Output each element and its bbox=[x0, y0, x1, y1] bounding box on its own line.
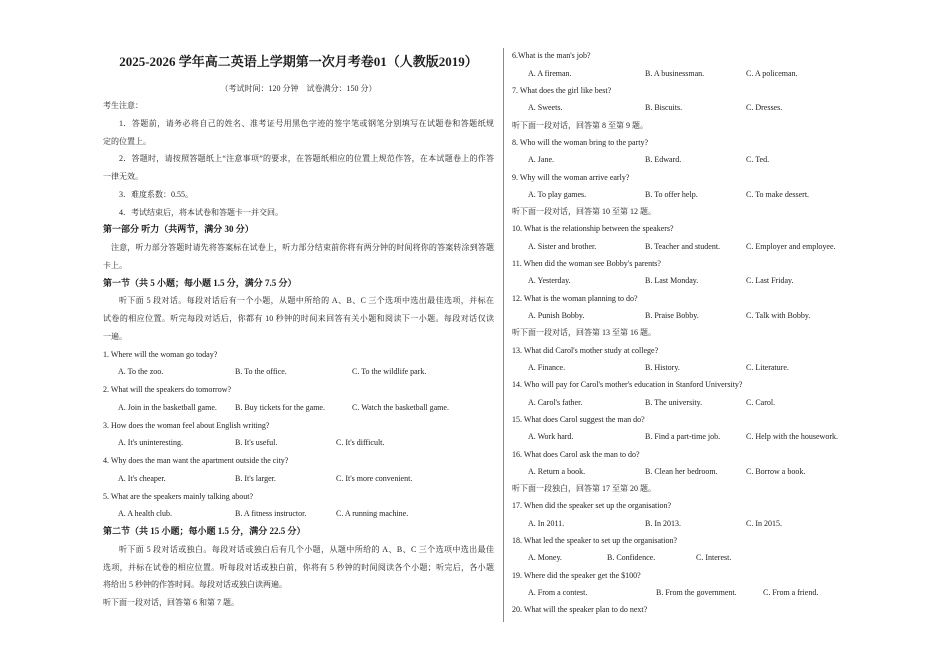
question-options bbox=[512, 394, 847, 411]
question-options bbox=[512, 584, 847, 601]
question-stem: 13. What did Carol's mother study at college? bbox=[512, 345, 659, 355]
question-stem: 16. What does Carol ask the man to do? bbox=[512, 449, 640, 459]
question-options bbox=[103, 434, 494, 452]
option-c: C. A policeman. bbox=[746, 68, 798, 78]
option-a: A. A fireman. bbox=[528, 68, 572, 78]
option-a: A. Sister and brother. bbox=[528, 241, 597, 251]
option-b: B. Confidence. bbox=[607, 553, 656, 563]
option-b: B. To the office. bbox=[235, 367, 287, 377]
group-direction: 听下面一段对话，回答第 10 至第 12 题。 bbox=[512, 207, 656, 217]
option-c: C. Carol. bbox=[746, 397, 776, 407]
option-b: B. Praise Bobby. bbox=[645, 311, 699, 321]
question-stem: 7. What does the girl like best? bbox=[512, 85, 612, 95]
question-stem: 18. What led the speaker to set up the organisation? bbox=[512, 536, 677, 546]
option-b: B. Last Monday. bbox=[645, 276, 699, 286]
listening-note-line: 注意，听力部分答题时请先将答案标在试卷上，听力部分结束前你将有两分钟的时间将你的答案转涂到答题 bbox=[111, 243, 494, 252]
exam-info: （考试时间：120 分钟 试卷满分：150 分） bbox=[220, 84, 377, 93]
question-stem: 8. Who will the woman bring to the party? bbox=[512, 137, 649, 147]
instruction-line: 将给出 5 秒钟的作答时间。每段对话或独白读两遍。 bbox=[103, 580, 287, 590]
group-direction: 听下面一段对话，回答第 8 至第 9 题。 bbox=[512, 120, 648, 130]
question-options bbox=[103, 505, 494, 523]
question-stem: 20. What will the speaker plan to do next? bbox=[512, 605, 648, 615]
question-options bbox=[103, 399, 494, 417]
option-a: A. Return a book. bbox=[528, 466, 586, 476]
section-heading: 第一节（共 5 小题；每小题 1.5 分，满分 7.5 分） bbox=[103, 277, 297, 288]
option-b: B. The university. bbox=[645, 397, 703, 407]
question-options bbox=[512, 307, 847, 324]
question-options bbox=[103, 470, 494, 488]
group-direction: 听下面一段对话，回答第 13 至第 16 题。 bbox=[512, 328, 656, 338]
notice-item-3-line: 3．难度系数：0.55。 bbox=[119, 189, 193, 199]
option-a: A. Jane. bbox=[528, 155, 554, 165]
instruction-line: 一遍。 bbox=[103, 331, 127, 341]
option-c: C. In 2015. bbox=[746, 518, 782, 528]
column-divider bbox=[503, 48, 504, 622]
option-a: A. Yesterday. bbox=[528, 276, 571, 286]
question-options bbox=[512, 238, 847, 255]
option-b: B. To offer help. bbox=[645, 189, 698, 199]
listening-note-line: 卡上。 bbox=[103, 260, 127, 270]
option-c: C. Dresses. bbox=[746, 103, 783, 113]
option-c: C. From a friend. bbox=[763, 588, 819, 598]
instruction-line: 选项，并标在试卷的相应位置。听每段对话或独白前，你将有 5 秒钟的时间阅读各个小题；听完后，各小题 bbox=[103, 562, 494, 572]
option-c: C. Help with the housework. bbox=[746, 432, 838, 442]
question-stem: 2. What will the speakers do tomorrow? bbox=[103, 385, 232, 394]
instruction-line: 听下面 5 段对话。每段对话后有一个小题，从题中所给的 A、B、C 三个选项中选出最佳选项，并标在 bbox=[119, 296, 494, 306]
option-b: B. It's larger. bbox=[235, 473, 276, 483]
option-b: B. Edward. bbox=[645, 155, 682, 165]
question-stem: 4. Why does the man want the apartment outside the city? bbox=[103, 456, 289, 465]
option-a: A. It's uninteresting. bbox=[118, 438, 183, 448]
part-heading: 第一部分 听力（共两节，满分 30 分） bbox=[103, 224, 254, 235]
question-stem: 15. What does Carol suggest the man do? bbox=[512, 414, 645, 424]
option-c: C. Ted. bbox=[746, 155, 770, 165]
question-options bbox=[512, 549, 847, 566]
group-direction: 听下面一段独白，回答第 17 至第 20 题。 bbox=[512, 484, 656, 494]
question-options bbox=[512, 359, 847, 376]
notice-item-1-line: 1．答题前，请务必将自己的姓名、准考证号用黑色字迹的签字笔或钢笔分别填写在试题卷和答题纸规 bbox=[119, 118, 494, 128]
option-b: B. History. bbox=[645, 362, 680, 372]
option-a: A. Sweets. bbox=[528, 103, 563, 113]
notice-item-1-line: 定的位置上。 bbox=[103, 136, 151, 146]
question-options bbox=[512, 272, 847, 289]
option-b: B. It's useful. bbox=[235, 438, 278, 448]
question-options bbox=[512, 428, 847, 445]
option-b: B. Buy tickets for the game. bbox=[235, 402, 325, 412]
option-c: C. Employer and employee. bbox=[746, 241, 836, 251]
option-a: A. Work hard. bbox=[528, 432, 574, 442]
option-a: A. Join in the basketball game. bbox=[118, 402, 217, 412]
question-options bbox=[512, 463, 847, 480]
option-b: B. Teacher and student. bbox=[645, 241, 721, 251]
question-stem: 10. What is the relationship between the speakers? bbox=[512, 224, 674, 234]
option-c: C. Last Friday. bbox=[746, 276, 794, 286]
question-stem: 9. Why will the woman arrive early? bbox=[512, 172, 630, 182]
group-direction: 听下面一段对话，回答第 6 和第 7 题。 bbox=[103, 598, 239, 607]
option-c: C. To the wildlife park. bbox=[352, 367, 427, 377]
option-c: C. It's difficult. bbox=[336, 438, 385, 448]
option-a: A. To the zoo. bbox=[118, 367, 164, 377]
instruction-line: 听下面 5 段对话或独白。每段对话或独白后有几个小题，从题中所给的 A、B、C 三个选项中选出最佳 bbox=[119, 544, 494, 554]
option-b: B. In 2013. bbox=[645, 518, 681, 528]
option-a: A. Carol's father. bbox=[528, 397, 583, 407]
option-a: A. A health club. bbox=[118, 509, 172, 519]
option-c: C. Interest. bbox=[696, 553, 732, 563]
question-options bbox=[512, 65, 847, 82]
question-stem: 17. When did the speaker set up the organisation? bbox=[512, 501, 671, 511]
option-b: B. A businessman. bbox=[645, 68, 705, 78]
option-b: B. Clean her bedroom. bbox=[645, 466, 718, 476]
question-options bbox=[512, 99, 847, 116]
option-b: B. Find a part-time job. bbox=[645, 432, 721, 442]
option-a: A. Finance. bbox=[528, 362, 566, 372]
option-a: A. In 2011. bbox=[528, 518, 565, 528]
question-stem: 5. What are the speakers mainly talking about? bbox=[103, 491, 254, 501]
question-stem: 1. Where will the woman go today? bbox=[103, 349, 218, 359]
option-a: A. To play games. bbox=[528, 189, 587, 199]
question-stem: 19. Where did the speaker get the $100? bbox=[512, 570, 641, 580]
option-b: B. A fitness instructor. bbox=[235, 509, 307, 519]
right-column bbox=[512, 47, 847, 618]
option-c: C. Watch the basketball game. bbox=[352, 402, 449, 412]
option-c: C. Talk with Bobby. bbox=[746, 311, 811, 321]
option-c: C. Literature. bbox=[746, 362, 789, 372]
option-a: A. Money. bbox=[528, 553, 562, 563]
option-b: B. Biscuits. bbox=[645, 103, 683, 113]
question-stem: 14. Who will pay for Carol's mother's education in Stanford University? bbox=[512, 380, 743, 390]
option-a: A. It's cheaper. bbox=[118, 473, 166, 483]
option-c: C. A running machine. bbox=[336, 509, 409, 519]
option-c: C. It's more convenient. bbox=[336, 473, 413, 483]
question-options bbox=[103, 363, 494, 381]
notice-item-2-line: 2．答题时，请按照答题纸上“注意事项”的要求，在答题纸相应的位置上规范作答，在本试题卷上的作答 bbox=[119, 154, 494, 164]
question-options bbox=[512, 151, 847, 168]
question-stem: 6.What is the man's job? bbox=[512, 51, 591, 61]
exam-title: 2025-2026 学年高二英语上学期第一次月考卷01（人教版2019） bbox=[119, 54, 478, 69]
question-options bbox=[512, 186, 847, 203]
question-stem: 11. When did the woman see Bobby's parents? bbox=[512, 259, 661, 269]
left-column bbox=[103, 97, 494, 612]
notice-heading: 考生注意： bbox=[103, 101, 143, 110]
question-stem: 3. How does the woman feel about English writing? bbox=[103, 420, 270, 430]
instruction-line: 试卷的相应位置。听完每段对话后，你都有 10 秒钟的时间来回答有关小题和阅读下一小题。每段对话仅读 bbox=[103, 314, 494, 323]
question-options bbox=[512, 515, 847, 532]
option-c: C. Borrow a book. bbox=[746, 466, 806, 476]
question-stem: 12. What is the woman planning to do? bbox=[512, 293, 638, 303]
option-a: A. Punish Bobby. bbox=[528, 311, 585, 321]
section-heading: 第二节（共 15 小题；每小题 1.5 分，满分 22.5 分） bbox=[103, 526, 306, 536]
option-b: B. From the government. bbox=[656, 588, 737, 598]
option-a: A. From a contest. bbox=[528, 588, 588, 598]
option-c: C. To make dessert. bbox=[746, 189, 810, 199]
notice-item-4-line: 4．考试结束后，将本试卷和答题卡一并交回。 bbox=[119, 207, 283, 217]
notice-item-2-line: 一律无效。 bbox=[103, 172, 143, 181]
